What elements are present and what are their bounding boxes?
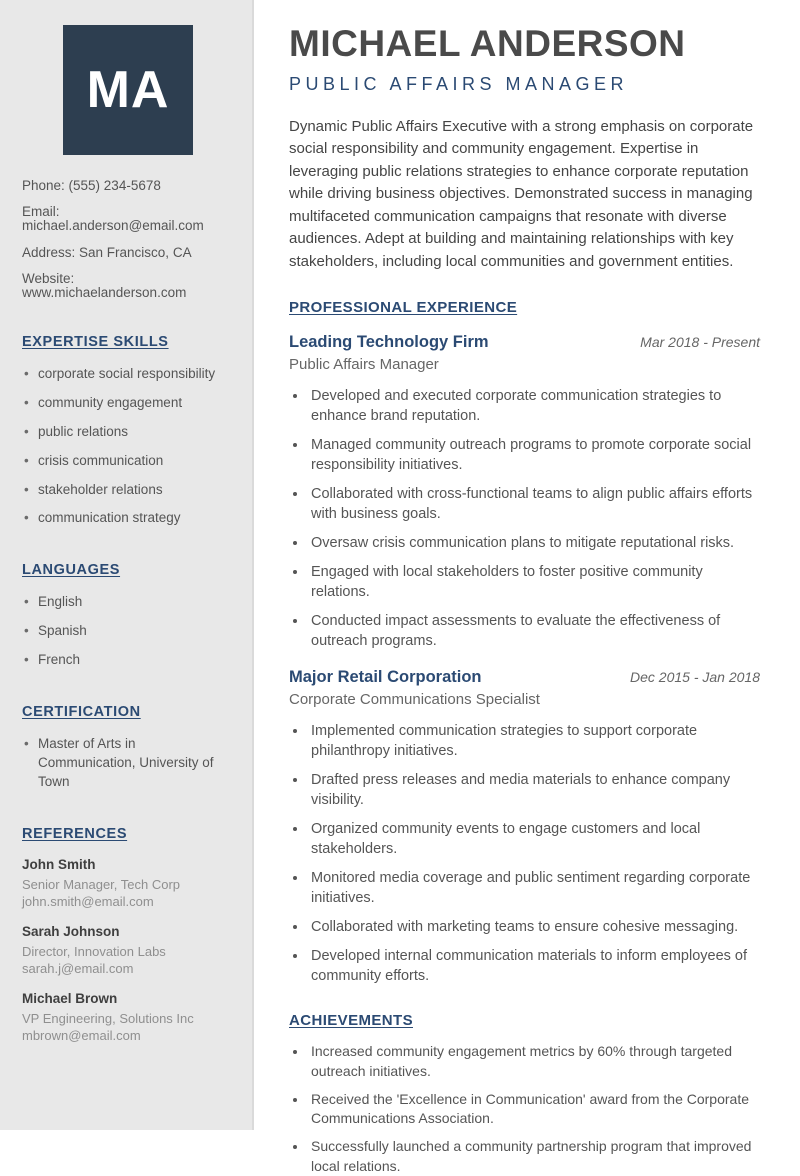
reference-entry — [22, 857, 234, 911]
language-item: • French — [22, 651, 234, 670]
job-bullet: • Implemented communication strategies to support corporate philanthropy initiatives. — [308, 721, 760, 761]
contact-line: Phone: (555) 234-5678 — [22, 178, 161, 193]
main-content — [254, 0, 800, 1174]
reference-email: john.smith@email.com — [22, 894, 154, 910]
reference-name: Michael Brown — [22, 990, 118, 1006]
achievement-bullet: • Received the 'Excellence in Communication' award from the Corporate Communications Association. — [308, 1090, 760, 1129]
job-bullet: • Collaborated with cross-functional teams to align public affairs efforts with business goals. — [308, 484, 760, 524]
skill-item: • corporate social responsibility — [22, 365, 234, 384]
languages-list — [22, 593, 234, 670]
certification-item: • Master of Arts in Communication, University of Town — [22, 735, 234, 792]
sidebar — [0, 0, 254, 1130]
reference-name: Sarah Johnson — [22, 923, 120, 939]
skill-item: • community engagement — [22, 394, 234, 413]
job-bullet: • Monitored media coverage and public sentiment regarding corporate initiatives. — [308, 868, 760, 908]
language-item: • English — [22, 593, 234, 612]
contact-line: Email: michael.anderson@email.com — [22, 204, 204, 234]
skill-item: • stakeholder relations — [22, 481, 234, 500]
certification-heading: CERTIFICATION — [22, 704, 141, 721]
job-bullet: • Collaborated with marketing teams to ensure cohesive messaging. — [308, 917, 760, 937]
job-bullet: • Developed internal communication materials to inform employees of community efforts. — [308, 946, 760, 986]
achievement-bullet: • Successfully launched a community partnership program that improved local relations. — [308, 1137, 760, 1176]
monogram-avatar — [63, 25, 193, 155]
job-bullet: • Drafted press releases and media materials to enhance company visibility. — [308, 770, 760, 810]
languages-section — [22, 562, 234, 670]
skill-item: • communication strategy — [22, 509, 234, 528]
person-name: MICHAEL ANDERSON — [289, 23, 686, 64]
job-bullets — [289, 721, 760, 986]
job-dates: Mar 2018 - Present — [640, 334, 760, 351]
reference-name: John Smith — [22, 856, 96, 872]
job-bullet: • Managed community outreach programs to promote corporate social responsibility initiatives. — [308, 435, 760, 475]
contact-line: Address: San Francisco, CA — [22, 244, 192, 260]
achievement-bullet: • Increased community engagement metrics by 60% through targeted outreach initiatives. — [308, 1042, 760, 1081]
job-bullet: • Engaged with local stakeholders to foster positive community relations. — [308, 562, 760, 602]
person-title: PUBLIC AFFAIRS MANAGER — [289, 73, 629, 94]
job-bullet: • Developed and executed corporate communication strategies to enhance brand reputation. — [308, 386, 760, 426]
job-role: Public Affairs Manager — [289, 356, 439, 374]
certification-list — [22, 735, 234, 792]
achievements-list — [289, 1042, 760, 1176]
reference-role: VP Engineering, Solutions Inc — [22, 1010, 194, 1026]
job-bullet: • Organized community events to engage customers and local stakeholders. — [308, 819, 760, 859]
language-item: • Spanish — [22, 622, 234, 641]
reference-entry — [22, 924, 234, 978]
reference-email: mbrown@email.com — [22, 1028, 141, 1044]
certification-section — [22, 704, 234, 792]
monogram-initials: MA — [86, 61, 170, 119]
summary-paragraph: Dynamic Public Affairs Executive with a strong emphasis on corporate social responsibility and community engagement. Expertise in leveraging public relations strategies to enhance corporate reputation while driving business objectives. Demonstrated success in managing multifaceted communication campaigns that resonate with diverse audiences. Adept at building and maintaining relationships with key stakeholders, including local communities and government entities. — [289, 117, 754, 270]
references-heading: REFERENCES — [22, 825, 128, 842]
reference-role: Director, Innovation Labs — [22, 943, 166, 959]
experience-heading: PROFESSIONAL EXPERIENCE — [289, 299, 518, 317]
job-bullets — [289, 386, 760, 651]
skills-section — [22, 334, 234, 528]
languages-heading: LANGUAGES — [22, 562, 121, 579]
job-company: Major Retail Corporation — [289, 668, 482, 687]
job-entry — [289, 333, 760, 651]
job-company: Leading Technology Firm — [289, 333, 489, 352]
references-list — [22, 857, 234, 1045]
skill-item: • public relations — [22, 423, 234, 442]
contact-line: Website: www.michaelanderson.com — [22, 270, 187, 300]
reference-email: sarah.j@email.com — [22, 961, 134, 977]
job-role: Corporate Communications Specialist — [289, 691, 540, 709]
achievements-section — [289, 1012, 760, 1176]
references-section — [22, 826, 234, 1045]
job-dates: Dec 2015 - Jan 2018 — [630, 669, 760, 686]
achievements-heading: ACHIEVEMENTS — [289, 1012, 413, 1030]
skill-item: • crisis communication — [22, 452, 234, 471]
skills-heading: EXPERTISE SKILLS — [22, 334, 169, 351]
job-entry — [289, 668, 760, 986]
job-header — [289, 333, 760, 352]
reference-role: Senior Manager, Tech Corp — [22, 876, 181, 892]
job-bullet: • Conducted impact assessments to evaluate the effectiveness of outreach programs. — [308, 611, 760, 651]
experience-list — [289, 333, 760, 986]
job-bullet: • Oversaw crisis communication plans to mitigate reputational risks. — [308, 533, 760, 553]
job-header — [289, 668, 760, 687]
reference-entry — [22, 991, 234, 1045]
skills-list — [22, 365, 234, 528]
contact-info — [22, 179, 234, 300]
